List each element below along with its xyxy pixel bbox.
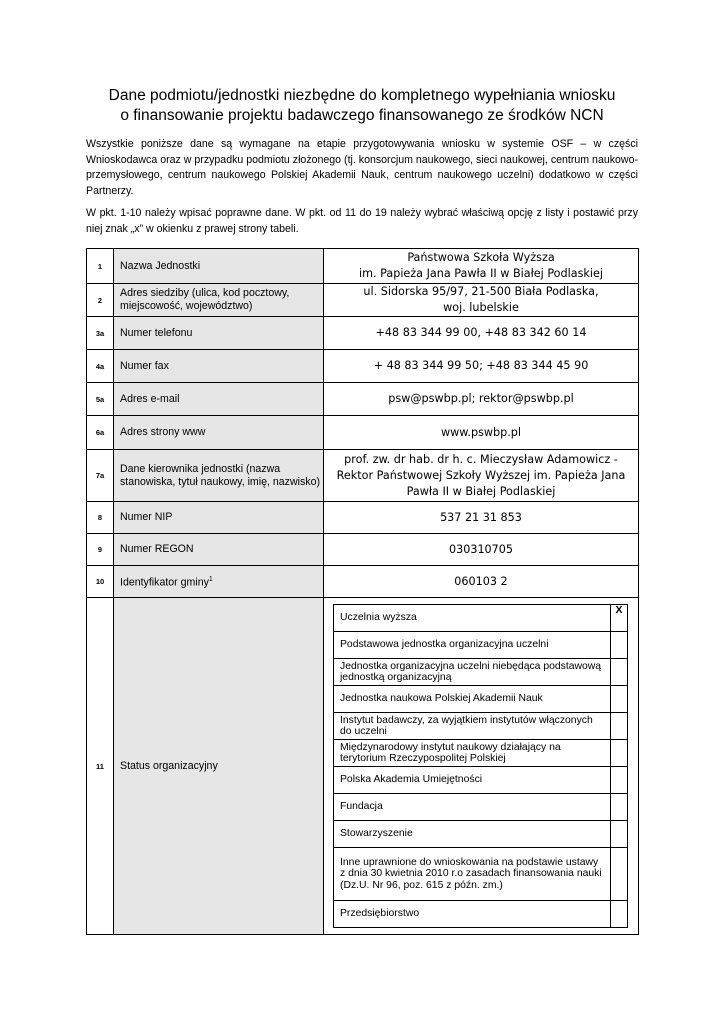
row-label: Adres strony www bbox=[114, 416, 324, 450]
status-option-label: Przedsiębiorstwo bbox=[334, 901, 611, 928]
table-row bbox=[87, 284, 639, 317]
row-number: 11 bbox=[87, 598, 114, 935]
status-checkbox[interactable] bbox=[611, 632, 628, 659]
title-line-2: o finansowanie projektu badawczego finansowanego ze środków NCN bbox=[120, 107, 604, 124]
value-line: prof. zw. dr hab. dr h. c. Mieczysław Adamowicz - bbox=[344, 452, 618, 466]
email-value[interactable]: psw@pswbp.pl; rektor@pswbp.pl bbox=[324, 383, 639, 416]
row-label: Numer REGON bbox=[114, 534, 324, 566]
row-number: 8 bbox=[87, 502, 114, 534]
entity-name-value[interactable] bbox=[324, 249, 639, 284]
row-label: Adres siedziby (ulica, kod pocztowy, miejscowość, województwo) bbox=[114, 284, 324, 317]
value-line: im. Papieża Jana Pawła II w Białej Podlaskiej bbox=[359, 267, 603, 280]
status-checkbox[interactable]: X bbox=[611, 605, 628, 632]
table-row bbox=[87, 450, 639, 502]
website-value[interactable]: www.pswbp.pl bbox=[324, 416, 639, 450]
nip-value[interactable]: 537 21 31 853 bbox=[324, 502, 639, 534]
status-checkbox[interactable] bbox=[611, 740, 628, 767]
value-line: woj. lubelskie bbox=[443, 301, 519, 314]
row-label: Nazwa Jednostki bbox=[114, 249, 324, 284]
status-checkbox[interactable] bbox=[611, 848, 628, 901]
row-number: 7a bbox=[87, 450, 114, 502]
table-row bbox=[87, 383, 639, 416]
document-title bbox=[0, 86, 724, 126]
row-number: 10 bbox=[87, 566, 114, 598]
status-option[interactable] bbox=[334, 632, 628, 659]
footnote-marker: 1 bbox=[208, 576, 213, 584]
municipality-id-value[interactable]: 060103 2 bbox=[324, 566, 639, 598]
status-option-label: Fundacja bbox=[334, 794, 611, 821]
intro-paragraph-1: Wszystkie poniższe dane są wymagane na etapie przygotowywania wniosku w systemie OSF – w części Wnioskodawca oraz w przypadku podmiotu złożonego (tj. konsorcjum naukowego, sieci naukowej, centrum naukowo-przemysłowego, centrum naukowego Polskiej Akademii Nauk, centrum naukowego uczelni) dodatkowo w części Partnerzy. bbox=[86, 138, 638, 197]
phone-value[interactable]: +48 83 344 99 00, +48 83 342 60 14 bbox=[324, 317, 639, 350]
status-option-label: Międzynarodowy instytut naukowy działający na terytorium Rzeczypospolitej Polskiej bbox=[334, 740, 611, 767]
row-label: Dane kierownika jednostki (nazwa stanowiska, tytuł naukowy, imię, nazwisko) bbox=[114, 450, 324, 502]
row-number: 6a bbox=[87, 416, 114, 450]
status-checkbox[interactable] bbox=[611, 794, 628, 821]
table-row bbox=[87, 249, 639, 284]
status-options-cell bbox=[324, 598, 639, 935]
status-option[interactable] bbox=[334, 767, 628, 794]
value-line: ul. Sidorska 95/97, 21-500 Biała Podlaska, bbox=[363, 285, 599, 298]
row-label-text: Identyfikator gminy bbox=[120, 576, 209, 589]
value-line: Pawła II w Białej Podlaskiej bbox=[406, 484, 556, 498]
status-option[interactable] bbox=[334, 794, 628, 821]
status-option[interactable] bbox=[334, 713, 628, 740]
value-line: Rektor Państwowej Szkoły Wyższej im. Papieża Jana bbox=[336, 468, 626, 482]
status-checkbox[interactable] bbox=[611, 686, 628, 713]
entity-data-table bbox=[86, 248, 639, 935]
row-label bbox=[114, 566, 324, 598]
row-number: 2 bbox=[87, 284, 114, 317]
head-of-unit-value[interactable] bbox=[324, 450, 639, 502]
table-row bbox=[87, 598, 639, 935]
table-row bbox=[87, 317, 639, 350]
row-number: 1 bbox=[87, 249, 114, 284]
row-label: Numer NIP bbox=[114, 502, 324, 534]
table-row bbox=[87, 350, 639, 383]
status-option-label: Stowarzyszenie bbox=[334, 821, 611, 848]
fax-value[interactable]: + 48 83 344 99 50; +48 83 344 45 90 bbox=[324, 350, 639, 383]
status-option-label: Jednostka organizacyjna uczelni niebędąca podstawową jednostką organizacyjną bbox=[334, 659, 611, 686]
status-option-label: Uczelnia wyższa bbox=[334, 605, 611, 632]
status-checkbox[interactable] bbox=[611, 821, 628, 848]
value-line: Państwowa Szkoła Wyższa bbox=[407, 251, 555, 264]
status-option[interactable] bbox=[334, 659, 628, 686]
status-option-label: Inne uprawnione do wnioskowania na podstawie ustawy z dnia 30 kwietnia 2010 r.o zasadach finansowania nauki (Dz.U. Nr 96, poz. 615 z późn. zm.) bbox=[334, 848, 611, 901]
status-checkbox[interactable] bbox=[611, 901, 628, 928]
status-option-label: Polska Akademia Umiejętności bbox=[334, 767, 611, 794]
row-number: 9 bbox=[87, 534, 114, 566]
status-option[interactable] bbox=[334, 848, 628, 901]
status-option-label: Instytut badawczy, za wyjątkiem instytutów włączonych do uczelni bbox=[334, 713, 611, 740]
status-option-label: Jednostka naukowa Polskiej Akademii Nauk bbox=[334, 686, 611, 713]
status-option[interactable] bbox=[334, 901, 628, 928]
row-label: Numer telefonu bbox=[114, 317, 324, 350]
row-label: Adres e-mail bbox=[114, 383, 324, 416]
table-row bbox=[87, 416, 639, 450]
regon-value[interactable]: 030310705 bbox=[324, 534, 639, 566]
status-option-label: Podstawowa jednostka organizacyjna uczelni bbox=[334, 632, 611, 659]
row-number: 5a bbox=[87, 383, 114, 416]
status-options-table bbox=[333, 604, 628, 928]
table-row bbox=[87, 502, 639, 534]
status-option[interactable] bbox=[334, 686, 628, 713]
row-label: Numer fax bbox=[114, 350, 324, 383]
status-checkbox[interactable] bbox=[611, 713, 628, 740]
table-row bbox=[87, 566, 639, 598]
status-checkbox[interactable] bbox=[611, 767, 628, 794]
address-value[interactable] bbox=[324, 284, 639, 317]
status-option[interactable] bbox=[334, 821, 628, 848]
row-number: 4a bbox=[87, 350, 114, 383]
status-checkbox[interactable] bbox=[611, 659, 628, 686]
table-row bbox=[87, 534, 639, 566]
intro-paragraph-2: W pkt. 1-10 należy wpisać poprawne dane. W pkt. od 11 do 19 należy wybrać właściwą opcję z listy i postawić przy niej znak „x” w okienku z prawej strony tabeli. bbox=[86, 207, 638, 235]
status-option[interactable] bbox=[334, 605, 628, 632]
row-number: 3a bbox=[87, 317, 114, 350]
row-label: Status organizacyjny bbox=[114, 598, 324, 935]
status-option[interactable] bbox=[334, 740, 628, 767]
title-line-1: Dane podmiotu/jednostki niezbędne do kompletnego wypełniania wniosku bbox=[108, 87, 616, 104]
